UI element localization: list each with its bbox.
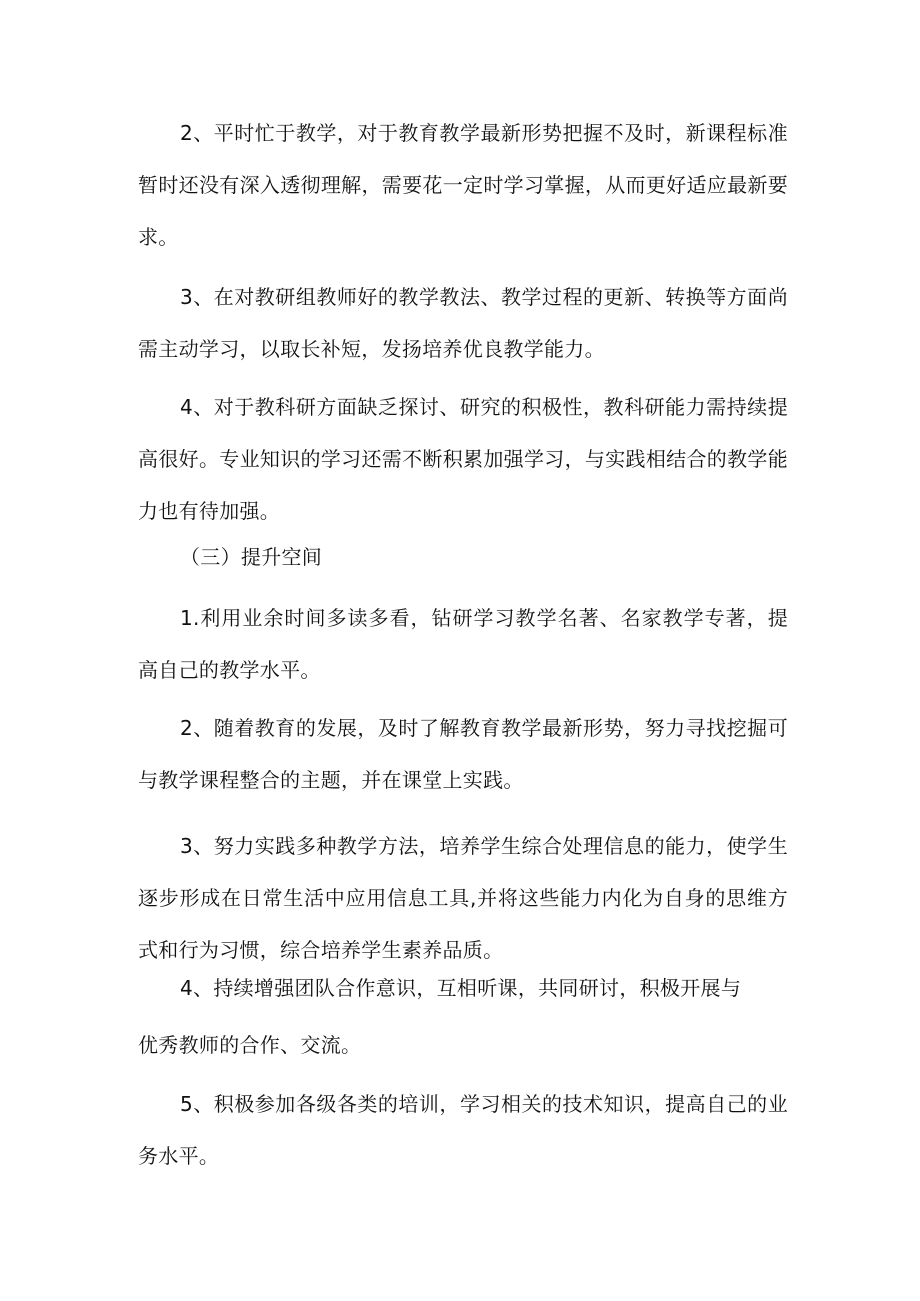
list-item-3: 3、努力实践多种教学方法，培养学生综合处理信息的能力，使学生逐步形成在日常生活中应用信息工具,并将这些能力内化为自身的思维方式和行为习惯，综合培养学生素养品质。	[138, 834, 788, 962]
paragraph-3: 3、在对教研组教师好的教学教法、教学过程的更新、转换等方面尚需主动学习，以取长补短，发扬培养优良教学能力。	[138, 285, 788, 361]
section-heading: （三）提升空间	[180, 545, 323, 569]
list-item-1: 1.利用业余时间多读多看，钻研学习教学名著、名家教学专著，提高自己的教学水平。	[138, 606, 788, 682]
paragraph-4: 4、对于教科研方面缺乏探讨、研究的积极性，教科研能力需持续提高很好。专业知识的学习还需不断积累加强学习，与实践相结合的教学能力也有待加强。	[138, 395, 788, 523]
paragraph-2: 2、平时忙于教学，对于教育教学最新形势把握不及时，新课程标准暂时还没有深入透彻理解，需要花一定时学习掌握，从而更好适应最新要求。	[138, 121, 788, 249]
list-item-2: 2、随着教育的发展，及时了解教育教学最新形势，努力寻找挖掘可与教学课程整合的主题，并在课堂上实践。	[138, 716, 788, 792]
list-item-4-line-2: 优秀教师的合作、交流。	[138, 1033, 362, 1057]
list-item-5: 5、积极参加各级各类的培训，学习相关的技术知识，提高自己的业务水平。	[138, 1092, 788, 1168]
list-item-4-line-1: 4、持续增强团队合作意识，互相听课，共同研讨，积极开展与	[180, 976, 742, 1000]
